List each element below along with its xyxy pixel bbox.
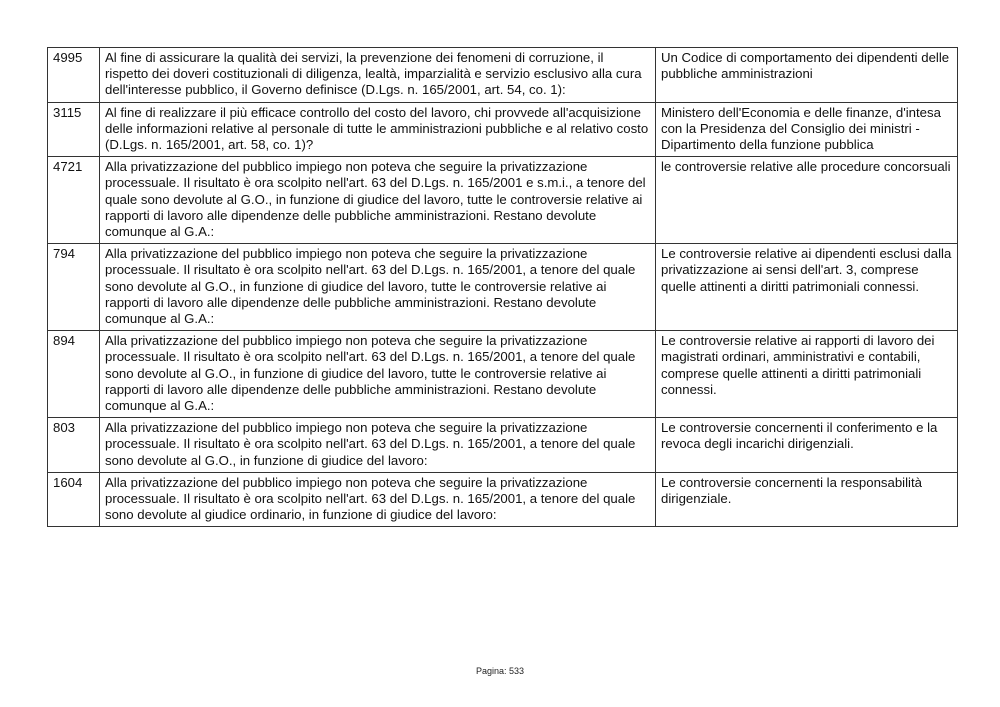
question-text: Alla privatizzazione del pubblico impiego non poteva che seguire la privatizzazione processuale. Il risultato è ora scolpito nell'art. 63 del D.Lgs. n. 165/2001, a tenore del quale sono devolute al G.O., in funzione di giudice del lavoro, tutte le controversie relative ai rapporti di lavoro alle dipendenze delle pubbliche amministrazioni. Restano devolute comunque al G.A.: [100, 331, 656, 418]
answer-text: Un Codice di comportamento dei dipendenti delle pubbliche amministrazioni [656, 48, 958, 103]
answer-text: Le controversie concernenti il conferimento e la revoca degli incarichi dirigenziali. [656, 418, 958, 473]
table-row [48, 157, 958, 244]
question-id: 4721 [48, 157, 100, 244]
question-text: Alla privatizzazione del pubblico impiego non poteva che seguire la privatizzazione processuale. Il risultato è ora scolpito nell'art. 63 del D.Lgs. n. 165/2001, a tenore del quale sono devolute al G.O., in funzione di giudice del lavoro, tutte le controversie relative ai rapporti di lavoro alle dipendenze delle pubbliche amministrazioni. Restano devolute comunque al G.A.: [100, 244, 656, 331]
answer-text: Le controversie concernenti la responsabilità dirigenziale. [656, 472, 958, 527]
table-row [48, 472, 958, 527]
question-text: Alla privatizzazione del pubblico impiego non poteva che seguire la privatizzazione processuale. Il risultato è ora scolpito nell'art. 63 del D.Lgs. n. 165/2001 e s.m.i., a tenore del quale sono devolute al G.O., in funzione di giudice del lavoro, tutte le controversie relative ai rapporti di lavoro alle dipendenze delle pubbliche amministrazioni. Restano devolute comunque al G.A.: [100, 157, 656, 244]
question-table [47, 47, 958, 527]
question-id: 803 [48, 418, 100, 473]
page-number: Pagina: 533 [475, 666, 525, 676]
question-id: 894 [48, 331, 100, 418]
question-text: Alla privatizzazione del pubblico impiego non poteva che seguire la privatizzazione processuale. Il risultato è ora scolpito nell'art. 63 del D.Lgs. n. 165/2001, a tenore del quale sono devolute al G.O., in funzione di giudice del lavoro: [100, 418, 656, 473]
question-id: 4995 [48, 48, 100, 103]
answer-text: Le controversie relative ai dipendenti esclusi dalla privatizzazione ai sensi dell'art. 3, comprese quelle attinenti a diritti patrimoniali connessi. [656, 244, 958, 331]
answer-text: Ministero dell'Economia e delle finanze, d'intesa con la Presidenza del Consiglio dei ministri - Dipartimento della funzione pubblica [656, 102, 958, 157]
question-text: Al fine di realizzare il più efficace controllo del costo del lavoro, chi provvede all'acquisizione delle informazioni relative al personale di tutte le amministrazioni pubbliche e al relativo costo (D.Lgs. n. 165/2001, art. 58, co. 1)? [100, 102, 656, 157]
table-row [48, 102, 958, 157]
table-row [48, 48, 958, 103]
answer-text: le controversie relative alle procedure concorsuali [656, 157, 958, 244]
answer-text: Le controversie relative ai rapporti di lavoro dei magistrati ordinari, amministrativi e contabili, comprese quelle attinenti a diritti patrimoniali connessi. [656, 331, 958, 418]
table-row [48, 418, 958, 473]
question-text: Al fine di assicurare la qualità dei servizi, la prevenzione dei fenomeni di corruzione, il rispetto dei doveri costituzionali di diligenza, lealtà, imparzialità e servizio esclusivo alla cura dell'interesse pubblico, il Governo definisce (D.Lgs. n. 165/2001, art. 54, co. 1): [100, 48, 656, 103]
question-id: 3115 [48, 102, 100, 157]
question-id: 1604 [48, 472, 100, 527]
question-text: Alla privatizzazione del pubblico impiego non poteva che seguire la privatizzazione processuale. Il risultato è ora scolpito nell'art. 63 del D.Lgs. n. 165/2001, a tenore del quale sono devolute al giudice ordinario, in funzione di giudice del lavoro: [100, 472, 656, 527]
table-row [48, 331, 958, 418]
table-row [48, 244, 958, 331]
question-id: 794 [48, 244, 100, 331]
